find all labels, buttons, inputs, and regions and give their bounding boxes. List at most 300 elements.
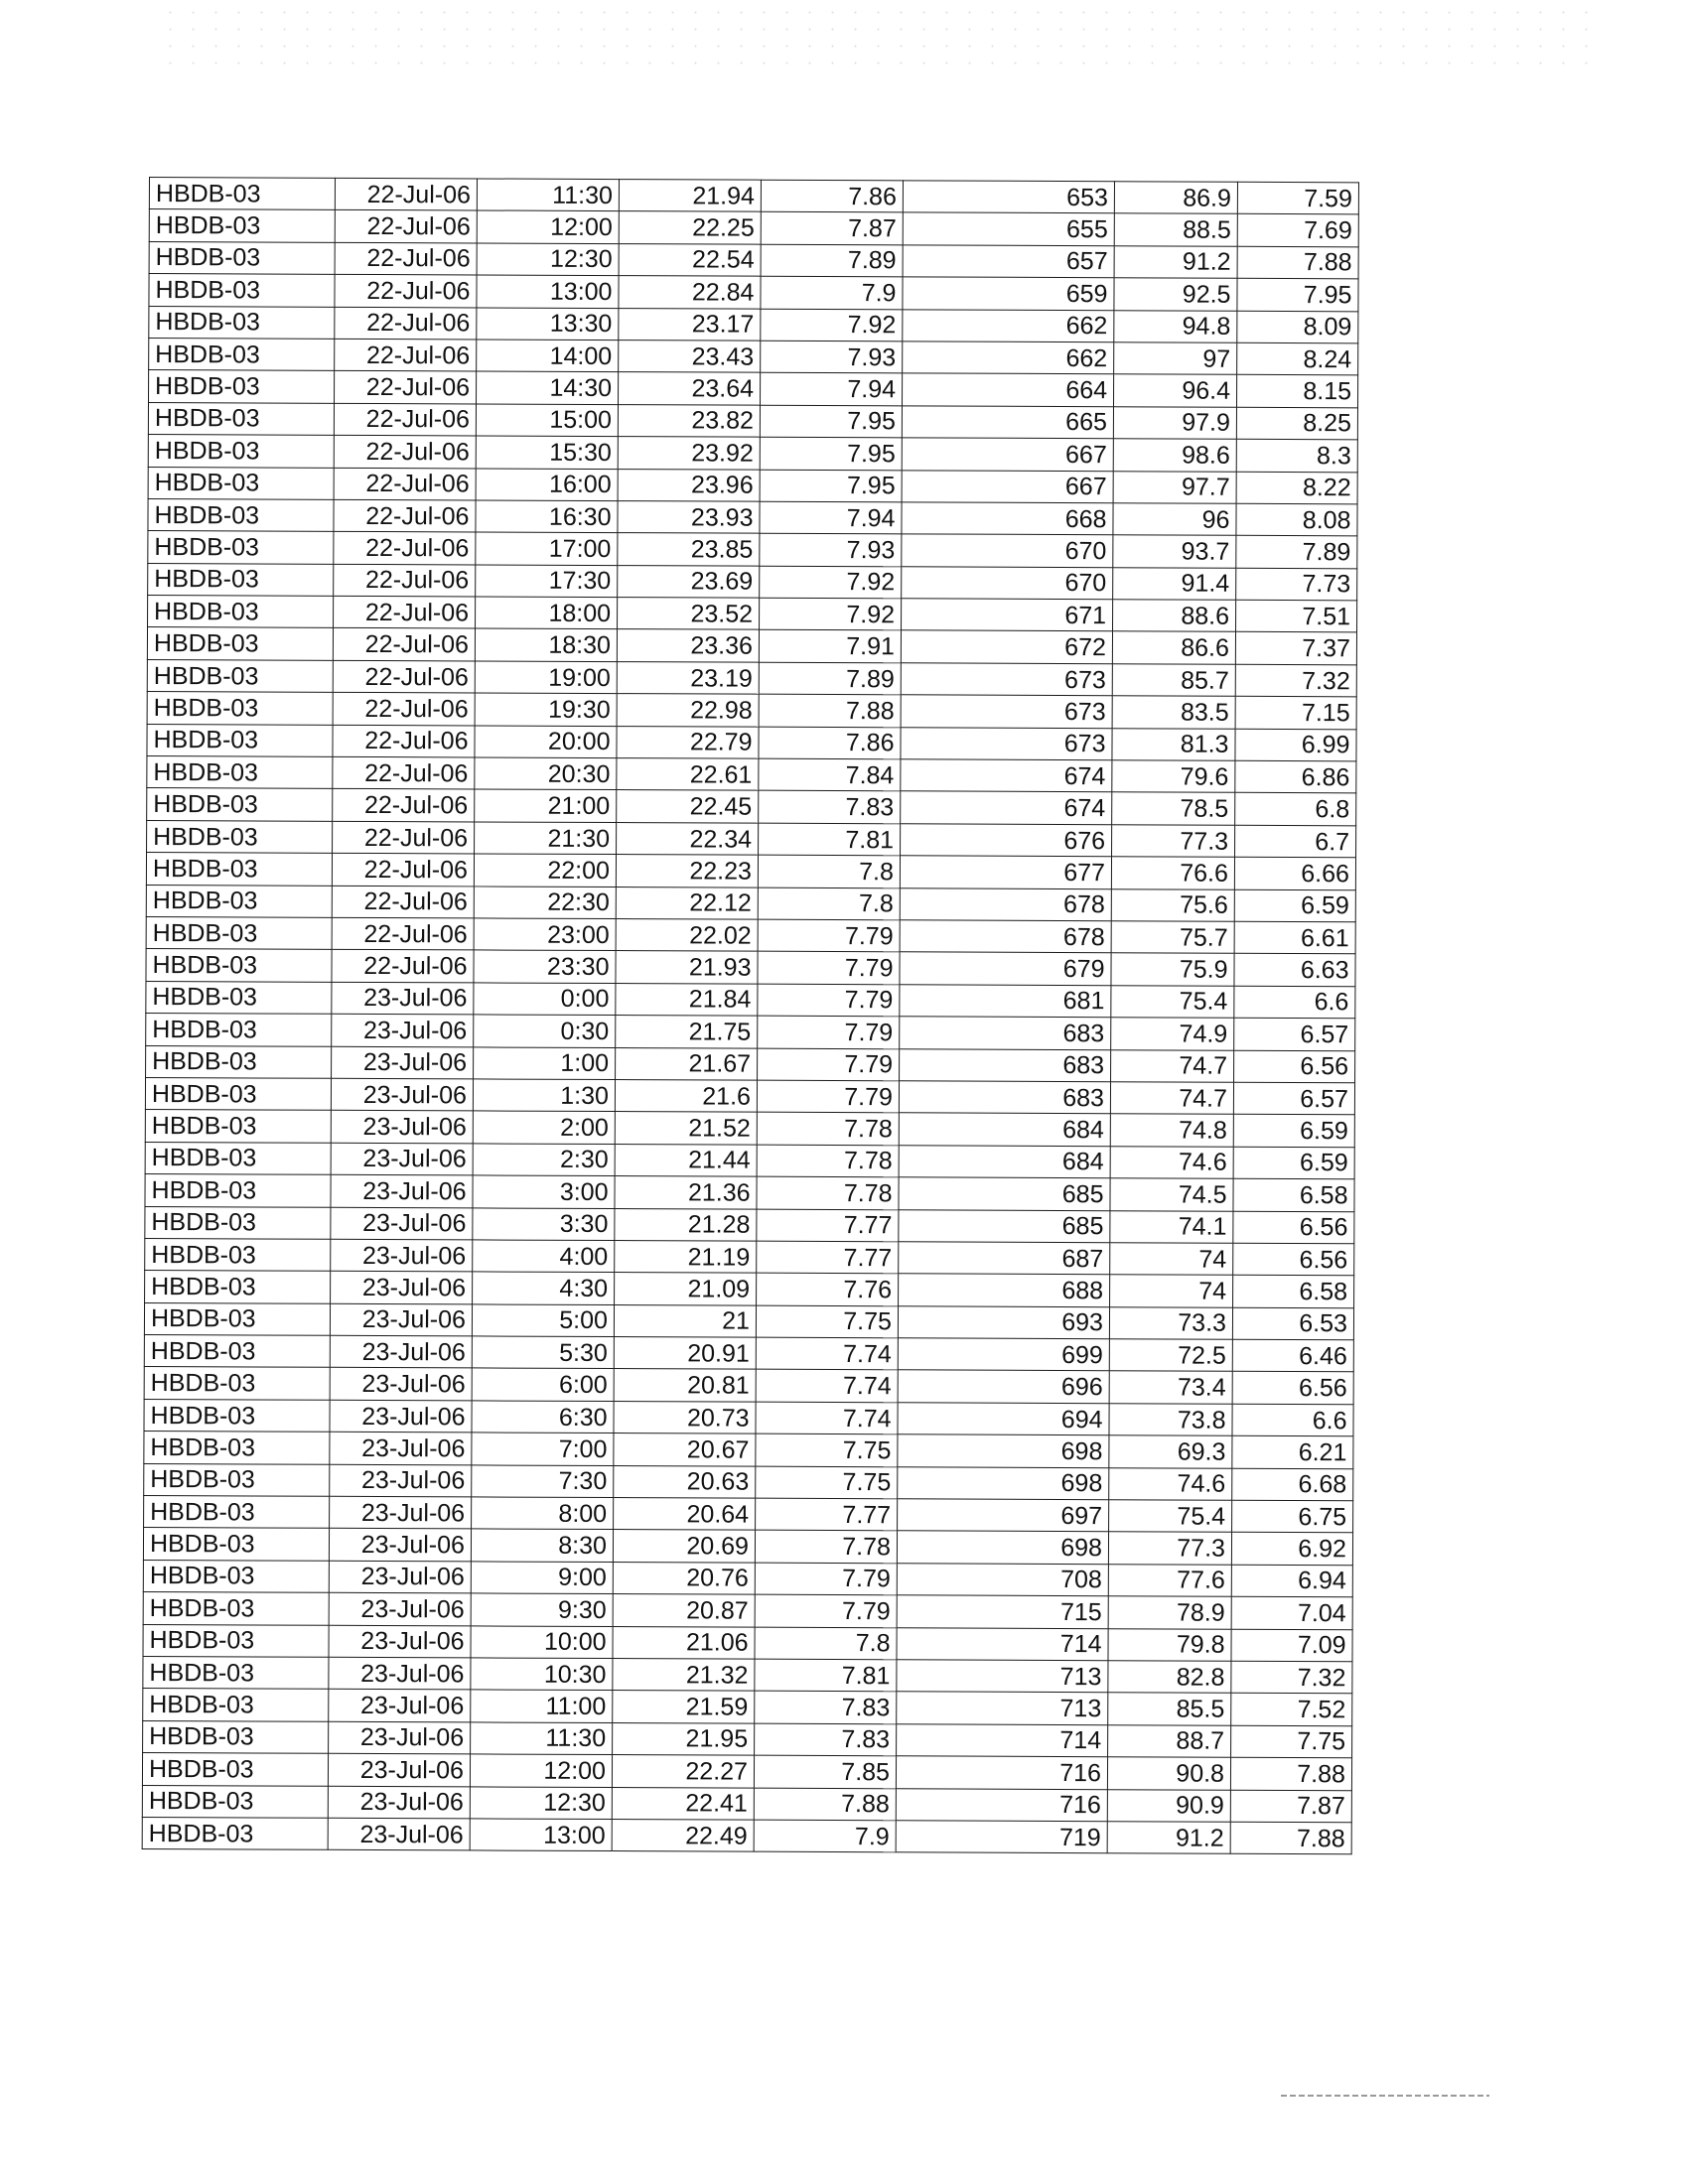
cell-value-1: 22.54 xyxy=(619,243,761,276)
cell-date: 23-Jul-06 xyxy=(329,1561,471,1593)
cell-value-2: 7.89 xyxy=(759,662,901,695)
cell-value-5: 7.87 xyxy=(1230,1790,1351,1823)
cell-date: 22-Jul-06 xyxy=(333,693,475,726)
cell-value-5: 8.3 xyxy=(1236,439,1357,472)
table-row xyxy=(146,981,1355,1019)
cell-value-1: 21.28 xyxy=(615,1208,757,1241)
table-row xyxy=(145,1142,1354,1179)
table-row xyxy=(144,1335,1353,1373)
cell-site-id: HBDB-03 xyxy=(142,1753,328,1786)
cell-value-4: 77.3 xyxy=(1112,825,1235,858)
cell-time: 2:00 xyxy=(473,1111,615,1144)
cell-value-3: 716 xyxy=(896,1788,1107,1821)
table-row xyxy=(148,435,1357,473)
cell-site-id: HBDB-03 xyxy=(144,1367,330,1400)
cell-value-1: 22.25 xyxy=(619,211,761,244)
cell-date: 23-Jul-06 xyxy=(330,1433,472,1465)
cell-time: 16:00 xyxy=(476,468,618,500)
cell-value-1: 22.34 xyxy=(617,822,759,855)
cell-value-3: 673 xyxy=(901,695,1112,728)
cell-value-3: 714 xyxy=(897,1627,1108,1660)
cell-time: 12:00 xyxy=(470,1754,612,1787)
cell-value-2: 7.8 xyxy=(758,855,900,887)
cell-value-3: 659 xyxy=(903,277,1114,310)
table-row xyxy=(144,1432,1353,1469)
cell-value-4: 77.6 xyxy=(1108,1565,1231,1597)
cell-time: 8:00 xyxy=(472,1497,614,1530)
table-row xyxy=(147,659,1356,697)
cell-date: 23-Jul-06 xyxy=(330,1464,472,1497)
cell-site-id: HBDB-03 xyxy=(146,853,332,886)
cell-site-id: HBDB-03 xyxy=(143,1624,329,1657)
cell-time: 13:00 xyxy=(477,275,619,308)
cell-value-2: 7.79 xyxy=(755,1594,897,1627)
table-row xyxy=(144,1399,1353,1436)
cell-value-1: 23.17 xyxy=(619,308,761,341)
table-row xyxy=(144,1463,1353,1501)
cell-site-id: HBDB-03 xyxy=(148,498,334,531)
cell-value-3: 696 xyxy=(898,1370,1109,1403)
cell-value-1: 20.81 xyxy=(614,1369,756,1402)
cell-date: 23-Jul-06 xyxy=(331,1078,473,1111)
cell-date: 23-Jul-06 xyxy=(328,1786,470,1819)
table-row xyxy=(149,274,1358,312)
cell-value-2: 7.87 xyxy=(761,212,903,245)
cell-site-id: HBDB-03 xyxy=(145,1142,331,1174)
cell-value-5: 7.51 xyxy=(1236,600,1357,632)
cell-value-5: 6.99 xyxy=(1235,729,1356,761)
table-row xyxy=(147,788,1356,826)
cell-value-2: 7.91 xyxy=(759,630,901,663)
cell-value-5: 7.15 xyxy=(1235,697,1356,730)
cell-time: 3:00 xyxy=(473,1175,615,1208)
table-row xyxy=(142,1785,1351,1823)
cell-value-5: 6.68 xyxy=(1232,1468,1353,1501)
table-row xyxy=(143,1689,1352,1726)
cell-site-id: HBDB-03 xyxy=(149,274,335,307)
cell-time: 2:30 xyxy=(473,1144,615,1176)
cell-date: 22-Jul-06 xyxy=(332,854,474,887)
cell-value-1: 23.69 xyxy=(618,565,760,598)
cell-value-2: 7.78 xyxy=(755,1531,897,1564)
cell-time: 23:30 xyxy=(474,950,616,983)
cell-date: 23-Jul-06 xyxy=(330,1400,472,1433)
cell-value-4: 74.6 xyxy=(1109,1467,1232,1500)
table-row xyxy=(146,1014,1355,1051)
cell-date: 22-Jul-06 xyxy=(332,950,474,983)
cell-value-5: 7.88 xyxy=(1230,1757,1351,1790)
cell-value-5: 7.73 xyxy=(1236,568,1357,601)
cell-value-3: 674 xyxy=(901,791,1112,824)
cell-site-id: HBDB-03 xyxy=(149,338,335,370)
cell-site-id: HBDB-03 xyxy=(145,1174,331,1207)
cell-value-3: 684 xyxy=(899,1113,1110,1146)
cell-site-id: HBDB-03 xyxy=(145,1271,331,1303)
cell-value-2: 7.79 xyxy=(757,1080,899,1113)
cell-value-3: 667 xyxy=(902,438,1113,471)
cell-value-4: 77.3 xyxy=(1108,1532,1231,1565)
cell-time: 12:00 xyxy=(477,210,619,243)
cell-value-3: 668 xyxy=(902,502,1113,535)
cell-value-4: 75.4 xyxy=(1111,986,1234,1019)
cell-value-4: 90.9 xyxy=(1107,1789,1230,1822)
cell-value-4: 88.5 xyxy=(1114,213,1237,246)
cell-site-id: HBDB-03 xyxy=(144,1335,330,1368)
cell-value-4: 79.6 xyxy=(1112,760,1235,793)
cell-value-5: 8.08 xyxy=(1236,503,1357,536)
cell-value-5: 6.94 xyxy=(1231,1565,1352,1597)
cell-value-1: 22.61 xyxy=(617,758,759,791)
cell-value-5: 6.58 xyxy=(1233,1276,1354,1308)
cell-value-1: 21.32 xyxy=(613,1659,755,1692)
cell-site-id: HBDB-03 xyxy=(144,1463,330,1496)
cell-value-3: 683 xyxy=(900,1048,1111,1081)
cell-value-2: 7.94 xyxy=(760,501,902,534)
cell-site-id: HBDB-03 xyxy=(143,1560,329,1592)
cell-value-5: 6.63 xyxy=(1234,954,1355,987)
cell-value-5: 8.25 xyxy=(1236,407,1357,440)
cell-site-id: HBDB-03 xyxy=(148,563,334,596)
cell-value-5: 6.8 xyxy=(1235,793,1356,826)
cell-value-4: 74 xyxy=(1110,1275,1233,1307)
cell-value-1: 21.6 xyxy=(615,1079,757,1112)
cell-value-4: 97.9 xyxy=(1113,406,1236,439)
table-row xyxy=(146,916,1355,954)
cell-time: 18:30 xyxy=(475,628,617,661)
cell-value-4: 96.4 xyxy=(1113,374,1236,407)
scan-noise xyxy=(159,4,1589,73)
cell-date: 22-Jul-06 xyxy=(332,917,474,950)
cell-value-4: 74.7 xyxy=(1110,1082,1233,1115)
cell-value-5: 6.61 xyxy=(1234,921,1355,954)
cell-time: 12:30 xyxy=(470,1786,612,1819)
cell-value-1: 20.73 xyxy=(614,1401,756,1433)
cell-value-1: 22.23 xyxy=(616,855,758,887)
cell-value-4: 97.7 xyxy=(1113,471,1236,503)
cell-value-1: 22.49 xyxy=(612,1819,754,1851)
cell-value-1: 23.96 xyxy=(618,469,760,501)
cell-time: 17:00 xyxy=(476,532,618,565)
cell-site-id: HBDB-03 xyxy=(146,1014,332,1046)
cell-value-1: 20.64 xyxy=(614,1498,756,1531)
cell-site-id: HBDB-03 xyxy=(147,788,333,821)
cell-date: 22-Jul-06 xyxy=(335,371,477,404)
cell-site-id: HBDB-03 xyxy=(149,241,335,274)
table-row xyxy=(144,1302,1353,1340)
table-row xyxy=(149,306,1358,343)
cell-value-3: 714 xyxy=(897,1724,1108,1757)
cell-value-3: 683 xyxy=(900,1017,1111,1049)
cell-value-4: 74.9 xyxy=(1111,1018,1234,1050)
cell-value-2: 7.78 xyxy=(757,1145,899,1177)
cell-value-4: 91.4 xyxy=(1113,567,1236,600)
cell-value-3: 698 xyxy=(898,1434,1109,1467)
cell-value-1: 23.64 xyxy=(619,372,761,405)
cell-value-5: 7.89 xyxy=(1236,536,1357,569)
cell-time: 6:00 xyxy=(472,1368,614,1401)
cell-value-2: 7.89 xyxy=(761,244,903,277)
scan-mark xyxy=(1281,2095,1489,2097)
cell-value-2: 7.77 xyxy=(757,1241,899,1274)
cell-value-2: 7.94 xyxy=(761,373,903,406)
cell-value-2: 7.85 xyxy=(754,1755,896,1788)
table-row xyxy=(148,498,1357,536)
cell-date: 22-Jul-06 xyxy=(335,307,477,340)
cell-time: 5:30 xyxy=(472,1336,614,1369)
cell-value-5: 7.04 xyxy=(1231,1596,1352,1629)
cell-value-4: 86.6 xyxy=(1112,631,1235,664)
cell-value-3: 664 xyxy=(903,373,1114,406)
cell-value-3: 685 xyxy=(899,1209,1110,1242)
cell-value-5: 6.56 xyxy=(1233,1211,1354,1244)
cell-value-4: 98.6 xyxy=(1113,439,1236,472)
cell-time: 4:30 xyxy=(473,1272,615,1304)
cell-value-3: 698 xyxy=(897,1531,1108,1564)
table-row xyxy=(143,1528,1352,1566)
cell-value-2: 7.76 xyxy=(757,1273,899,1305)
cell-date: 22-Jul-06 xyxy=(335,274,477,307)
cell-value-1: 21.06 xyxy=(613,1626,755,1659)
cell-value-5: 6.59 xyxy=(1233,1115,1354,1148)
cell-value-4: 90.8 xyxy=(1107,1757,1230,1790)
cell-value-5: 7.32 xyxy=(1231,1661,1352,1694)
cell-value-1: 21.19 xyxy=(615,1240,757,1273)
cell-site-id: HBDB-03 xyxy=(149,209,335,242)
cell-time: 14:00 xyxy=(477,340,619,372)
cell-value-4: 75.6 xyxy=(1111,888,1234,921)
cell-value-1: 23.43 xyxy=(619,341,761,373)
cell-date: 22-Jul-06 xyxy=(335,242,477,275)
cell-value-1: 21.59 xyxy=(613,1691,755,1723)
cell-site-id: HBDB-03 xyxy=(145,1238,331,1271)
cell-value-3: 681 xyxy=(900,985,1111,1018)
cell-site-id: HBDB-03 xyxy=(144,1302,330,1335)
cell-site-id: HBDB-03 xyxy=(143,1528,329,1561)
cell-time: 8:30 xyxy=(471,1529,613,1562)
cell-value-2: 7.92 xyxy=(761,309,903,341)
cell-value-3: 699 xyxy=(898,1338,1109,1371)
cell-value-2: 7.79 xyxy=(758,919,900,952)
cell-value-3: 677 xyxy=(900,856,1111,888)
cell-value-5: 7.95 xyxy=(1237,278,1358,311)
cell-date: 22-Jul-06 xyxy=(335,178,477,210)
cell-value-1: 20.69 xyxy=(613,1530,755,1563)
cell-value-2: 7.81 xyxy=(755,1659,897,1692)
cell-date: 22-Jul-06 xyxy=(335,339,477,371)
cell-value-5: 6.6 xyxy=(1234,986,1355,1019)
cell-value-5: 6.56 xyxy=(1234,1050,1355,1083)
cell-value-2: 7.93 xyxy=(761,341,903,373)
table-row xyxy=(145,1110,1354,1148)
cell-time: 13:30 xyxy=(477,308,619,341)
cell-time: 10:00 xyxy=(471,1626,613,1659)
cell-site-id: HBDB-03 xyxy=(144,1496,330,1529)
cell-value-5: 7.88 xyxy=(1230,1822,1351,1854)
cell-time: 0:00 xyxy=(474,983,616,1016)
cell-site-id: HBDB-03 xyxy=(143,1720,329,1753)
cell-date: 22-Jul-06 xyxy=(334,468,476,500)
cell-date: 22-Jul-06 xyxy=(334,435,476,468)
cell-value-2: 7.9 xyxy=(761,276,903,309)
cell-time: 11:00 xyxy=(471,1690,613,1722)
table-row xyxy=(148,467,1357,504)
cell-value-2: 7.84 xyxy=(759,758,901,791)
cell-value-4: 85.5 xyxy=(1108,1693,1231,1725)
cell-site-id: HBDB-03 xyxy=(146,885,332,917)
cell-site-id: HBDB-03 xyxy=(146,916,332,949)
cell-date: 23-Jul-06 xyxy=(331,1143,473,1175)
cell-value-2: 7.75 xyxy=(756,1466,898,1499)
cell-time: 15:30 xyxy=(476,436,618,469)
table-row xyxy=(146,885,1355,922)
cell-value-5: 6.59 xyxy=(1234,889,1355,922)
cell-value-4: 86.9 xyxy=(1114,182,1237,214)
cell-value-1: 21.36 xyxy=(615,1176,757,1209)
cell-value-5: 6.75 xyxy=(1232,1500,1353,1533)
cell-value-5: 7.32 xyxy=(1235,664,1356,697)
cell-value-3: 657 xyxy=(903,245,1114,278)
table-row xyxy=(143,1656,1352,1694)
cell-value-1: 22.41 xyxy=(612,1787,754,1820)
cell-value-5: 6.53 xyxy=(1232,1307,1353,1340)
table-row xyxy=(147,820,1356,858)
cell-date: 22-Jul-06 xyxy=(334,564,476,597)
cell-value-4: 96 xyxy=(1113,503,1236,536)
cell-value-5: 8.09 xyxy=(1237,311,1358,343)
cell-time: 19:00 xyxy=(475,661,617,694)
cell-value-4: 74.7 xyxy=(1111,1049,1234,1082)
cell-value-2: 7.77 xyxy=(756,1498,898,1531)
cell-time: 14:30 xyxy=(477,371,619,404)
cell-value-3: 683 xyxy=(899,1081,1110,1114)
cell-value-3: 713 xyxy=(897,1692,1108,1724)
table-row xyxy=(145,1174,1354,1212)
cell-value-5: 6.7 xyxy=(1235,825,1356,858)
cell-value-5: 8.22 xyxy=(1236,472,1357,504)
table-row xyxy=(142,1817,1351,1854)
cell-value-2: 7.78 xyxy=(757,1176,899,1209)
cell-date: 23-Jul-06 xyxy=(329,1625,471,1658)
cell-site-id: HBDB-03 xyxy=(143,1592,329,1625)
cell-value-2: 7.75 xyxy=(756,1433,898,1466)
cell-time: 21:30 xyxy=(475,822,617,855)
table-row xyxy=(148,563,1357,601)
cell-date: 23-Jul-06 xyxy=(329,1657,471,1690)
cell-value-4: 69.3 xyxy=(1109,1435,1232,1468)
cell-time: 0:30 xyxy=(474,1015,616,1047)
cell-value-4: 91.2 xyxy=(1107,1822,1230,1854)
cell-value-2: 7.79 xyxy=(758,1016,900,1048)
cell-value-3: 667 xyxy=(902,470,1113,502)
table-row xyxy=(149,178,1358,215)
cell-value-2: 7.83 xyxy=(755,1723,897,1756)
cell-time: 20:30 xyxy=(475,757,617,790)
cell-value-2: 7.86 xyxy=(761,180,903,212)
cell-time: 7:00 xyxy=(472,1433,614,1465)
cell-value-1: 22.45 xyxy=(617,790,759,823)
table-row xyxy=(149,241,1358,279)
cell-value-3: 662 xyxy=(903,341,1114,374)
cell-time: 9:30 xyxy=(471,1593,613,1626)
cell-date: 22-Jul-06 xyxy=(334,596,476,628)
cell-date: 23-Jul-06 xyxy=(329,1529,471,1562)
table-row xyxy=(148,402,1357,440)
table-row xyxy=(142,1753,1351,1791)
cell-value-3: 665 xyxy=(902,406,1113,439)
cell-time: 1:00 xyxy=(474,1046,616,1079)
cell-date: 23-Jul-06 xyxy=(328,1818,470,1850)
table-row xyxy=(147,627,1356,665)
cell-date: 22-Jul-06 xyxy=(333,725,475,757)
cell-time: 6:30 xyxy=(472,1401,614,1433)
cell-value-2: 7.79 xyxy=(758,1048,900,1081)
cell-value-4: 83.5 xyxy=(1112,696,1235,729)
cell-value-4: 73.8 xyxy=(1109,1404,1232,1436)
cell-value-1: 23.19 xyxy=(617,661,759,694)
cell-value-3: 693 xyxy=(898,1305,1109,1338)
cell-value-5: 6.66 xyxy=(1234,857,1355,889)
cell-value-4: 78.5 xyxy=(1112,792,1235,825)
cell-value-1: 22.84 xyxy=(619,276,761,309)
cell-date: 22-Jul-06 xyxy=(333,628,475,661)
cell-site-id: HBDB-03 xyxy=(147,627,333,660)
cell-date: 23-Jul-06 xyxy=(331,1111,473,1144)
cell-value-1: 20.63 xyxy=(614,1465,756,1498)
cell-value-3: 655 xyxy=(903,212,1114,245)
cell-value-4: 79.8 xyxy=(1108,1628,1231,1661)
cell-time: 22:30 xyxy=(474,887,616,919)
cell-value-4: 74.8 xyxy=(1110,1114,1233,1147)
cell-date: 23-Jul-06 xyxy=(328,1753,470,1786)
cell-value-3: 670 xyxy=(902,566,1113,599)
cell-value-1: 20.87 xyxy=(613,1594,755,1627)
cell-value-2: 7.83 xyxy=(755,1692,897,1724)
cell-value-3: 679 xyxy=(900,952,1111,985)
cell-time: 20:00 xyxy=(475,726,617,758)
cell-value-4: 85.7 xyxy=(1112,664,1235,697)
table-row xyxy=(146,853,1355,890)
cell-date: 23-Jul-06 xyxy=(329,1592,471,1625)
cell-value-4: 75.7 xyxy=(1111,921,1234,954)
cell-value-4: 92.5 xyxy=(1114,278,1237,311)
cell-value-3: 698 xyxy=(898,1466,1109,1499)
table-row xyxy=(148,596,1357,633)
cell-time: 7:30 xyxy=(472,1465,614,1498)
cell-time: 17:30 xyxy=(476,565,618,598)
cell-value-4: 74.1 xyxy=(1110,1210,1233,1243)
table-row xyxy=(144,1496,1353,1534)
cell-value-2: 7.88 xyxy=(759,694,901,727)
cell-value-5: 7.09 xyxy=(1231,1629,1352,1662)
cell-value-2: 7.81 xyxy=(759,823,901,856)
cell-time: 19:30 xyxy=(475,693,617,726)
cell-time: 11:30 xyxy=(471,1722,613,1755)
table-row xyxy=(143,1592,1352,1630)
cell-value-1: 22.02 xyxy=(616,919,758,952)
cell-site-id: HBDB-03 xyxy=(143,1656,329,1689)
table-row xyxy=(146,949,1355,987)
cell-value-4: 81.3 xyxy=(1112,728,1235,760)
cell-date: 22-Jul-06 xyxy=(334,532,476,565)
cell-value-2: 7.74 xyxy=(756,1402,898,1434)
cell-site-id: HBDB-03 xyxy=(147,820,333,853)
cell-site-id: HBDB-03 xyxy=(146,949,332,982)
cell-value-3: 694 xyxy=(898,1403,1109,1435)
cell-time: 10:30 xyxy=(471,1658,613,1691)
cell-date: 23-Jul-06 xyxy=(331,1239,473,1272)
cell-site-id: HBDB-03 xyxy=(146,1045,332,1078)
cell-value-3: 662 xyxy=(903,309,1114,341)
